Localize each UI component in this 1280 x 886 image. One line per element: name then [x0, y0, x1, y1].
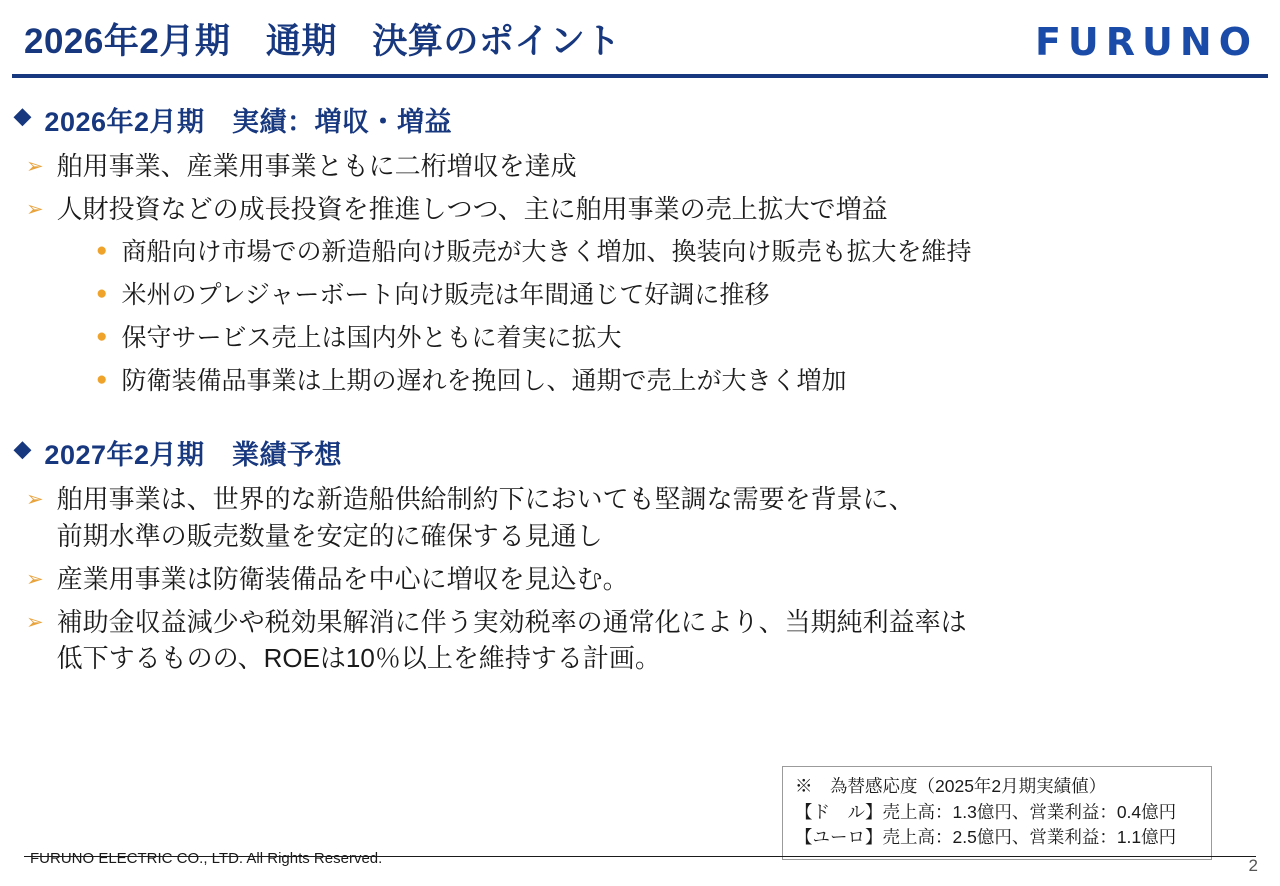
note-line-usd: 【ド ル】売上高：1.3億円、営業利益：0.4億円 — [795, 801, 1177, 822]
section-heading-label: 2026年2月期 実績：増収・増益 — [44, 107, 453, 137]
dot-bullet-icon: ● — [96, 282, 108, 304]
list-item — [0, 558, 1280, 601]
page-number: 2 — [1248, 856, 1258, 875]
logo-wordmark: FURUNO — [1034, 20, 1258, 64]
section-heading — [0, 96, 1280, 145]
note-line-eur: 【ユーロ】売上高：2.5億円、営業利益：1.1億円 — [795, 827, 1177, 848]
arrow-bullet-icon: ➢ — [26, 487, 44, 511]
list-item-label: 補助金収益減少や税効果解消に伴う実効税率の通常化により、当期純利益率は — [56, 606, 967, 637]
list-item-label: 人財投資などの成長投資を推進しつつ、主に舶用事業の売上拡大で増益 — [56, 193, 888, 224]
arrow-bullet-icon: ➢ — [26, 197, 44, 221]
header-divider — [12, 74, 1268, 78]
list-item — [0, 317, 1280, 360]
list-item-label: 舶用事業は、世界的な新造船供給制約下においても堅調な需要を背景に、 — [56, 483, 915, 514]
slide-header — [0, 0, 1280, 78]
page-title: 2026年2月期 通期 決算のポイント — [24, 22, 621, 61]
list-item-label: 米州のプレジャーボート向け販売は年間通じて好調に推移 — [121, 280, 770, 309]
list-item — [0, 231, 1280, 274]
list-item-text-group — [57, 481, 1280, 555]
list-item — [0, 188, 1280, 231]
section-heading — [0, 429, 1280, 478]
list-item — [0, 274, 1280, 317]
slide-body — [0, 96, 1280, 686]
list-item-label: 商船向け市場での新造船向け販売が大きく増加、換装向け販売も拡大を維持 — [121, 237, 972, 266]
list-item — [0, 360, 1280, 403]
dot-bullet-icon: ● — [96, 239, 108, 261]
list-item-label: 産業用事業は防衛装備品を中心に増収を見込む。 — [56, 563, 629, 594]
list-item-label: 防衛装備品事業は上期の遅れを挽回し、通期で売上が大きく増加 — [121, 366, 847, 395]
list-item — [0, 145, 1280, 188]
list-item-text-group — [57, 604, 1280, 678]
arrow-bullet-icon: ➢ — [26, 610, 44, 634]
arrow-bullet-icon: ➢ — [26, 155, 44, 178]
diamond-icon: ◆ — [14, 435, 32, 461]
note-line-title: ※ 為替感応度（2025年2月期実績値） — [795, 776, 1107, 796]
section-heading-label: 2027年2月期 業績予想 — [44, 439, 343, 470]
list-item-label: 舶用事業、産業用事業ともに二桁増収を達成 — [56, 151, 577, 181]
arrow-bullet-icon: ➢ — [26, 567, 44, 591]
dot-bullet-icon: ● — [96, 325, 108, 347]
list-item — [0, 601, 1280, 681]
list-item-label-continued: 前期水準の販売数量を安定的に確保する見通し — [56, 520, 603, 551]
list-item-label: 保守サービス売上は国内外ともに着実に拡大 — [121, 323, 622, 352]
list-item-label-continued: 低下するものの、ROEは10％以上を維持する計画。 — [56, 643, 661, 674]
diamond-icon: ◆ — [14, 103, 32, 128]
footer-copyright: FURUNO ELECTRIC CO., LTD. All Rights Reserved. — [30, 850, 383, 867]
section-spacer — [0, 409, 1280, 429]
dot-bullet-icon: ● — [96, 368, 108, 390]
section-fy2027-forecast — [0, 429, 1280, 681]
list-item — [0, 478, 1280, 558]
furuno-logo — [1018, 22, 1258, 62]
fx-sensitivity-note — [782, 766, 1212, 860]
section-fy2026-results — [0, 96, 1280, 403]
